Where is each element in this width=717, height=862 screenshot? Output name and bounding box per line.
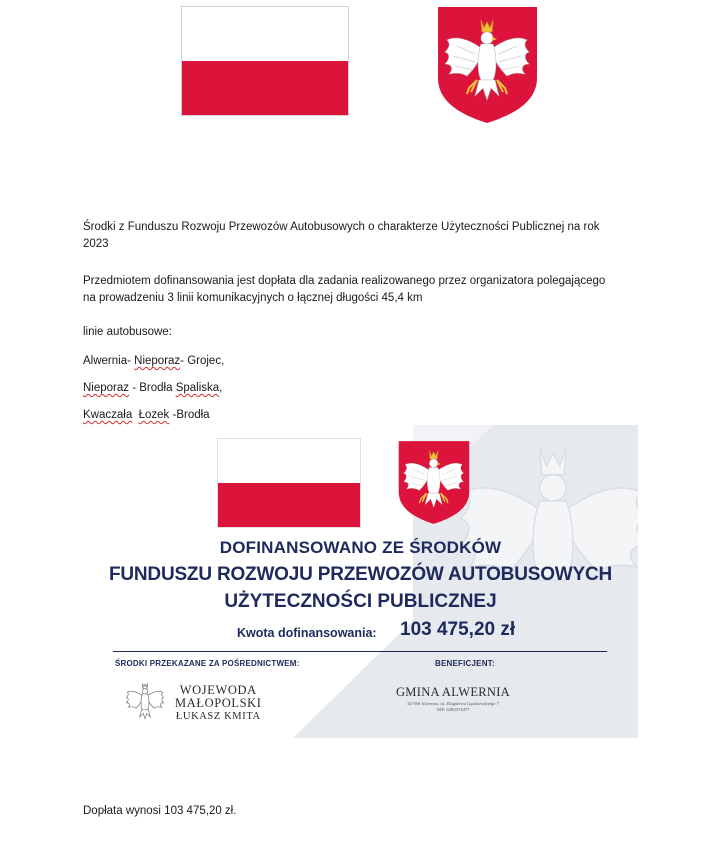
funding-description bbox=[83, 273, 605, 307]
funding-description-line1: Przedmiotem dofinansowania jest dopłata dla zadania realizowanego przez organizatora polegającego bbox=[83, 275, 606, 287]
via-label: ŚRODKI PRZEKAZANE ZA POŚREDNICTWEM: bbox=[115, 659, 300, 668]
footer-payment-note: Dopłata wynosi 103 475,20 zł. bbox=[83, 805, 237, 817]
wojewoda-line2: MAŁOPOLSKI bbox=[175, 696, 262, 710]
polish-eagle-grey-icon bbox=[123, 677, 167, 725]
beneficiary-label: BENEFICJENT: bbox=[435, 659, 495, 668]
route-line-3: Kwaczała Łozek -Brodła bbox=[83, 409, 210, 421]
gmina-address bbox=[383, 701, 523, 713]
polish-eagle-emblem-icon bbox=[437, 6, 538, 124]
route-line-2: Nieporaz - Brodła Spaliska, bbox=[83, 382, 223, 394]
banner-title-line2: FUNDUSZU ROZWOJU PRZEWOZÓW AUTOBUSOWYCH bbox=[108, 564, 613, 585]
lines-label: linie autobusowe: bbox=[83, 326, 172, 338]
wojewoda-logo-text bbox=[175, 684, 262, 723]
gmina-address-line1: 32-566 Alwernia, ul. Zbigniewa Gęsikowskiego 7 bbox=[407, 701, 499, 706]
gmina-name: GMINA ALWERNIA bbox=[395, 685, 511, 699]
funding-heading-line2: 2023 bbox=[83, 238, 109, 250]
funding-heading-line1: Środki z Funduszu Rozwoju Przewozów Autobusowych o charakterze Użyteczności Publicznej na rok bbox=[83, 221, 600, 233]
banner-divider bbox=[113, 651, 607, 652]
polish-flag-icon bbox=[181, 6, 349, 116]
funding-heading bbox=[83, 219, 599, 253]
funding-description-line2: na prowadzeniu 3 linii komunikacyjnych o łącznej długości 45,4 km bbox=[83, 292, 423, 304]
banner-title-line3: UŻYTECZNOŚCI PUBLICZNEJ bbox=[224, 591, 497, 612]
banner-eagle-emblem-icon bbox=[398, 436, 470, 529]
amount-value: 103 475,20 zł bbox=[400, 619, 516, 640]
banner-title-line1: DOFINANSOWANO ZE ŚRODKÓW bbox=[219, 538, 502, 557]
banner-polish-flag-icon bbox=[217, 438, 361, 528]
gmina-nip: NIP: 6282074477 bbox=[436, 707, 470, 712]
wojewoda-name: ŁUKASZ KMITA bbox=[175, 711, 261, 722]
route-line-1: Alwernia- Nieporaz- Grojec, bbox=[83, 355, 225, 367]
funding-banner bbox=[83, 425, 638, 738]
amount-label: Kwota dofinansowania: bbox=[237, 626, 377, 640]
wojewoda-line1: WOJEWODA bbox=[179, 683, 257, 697]
